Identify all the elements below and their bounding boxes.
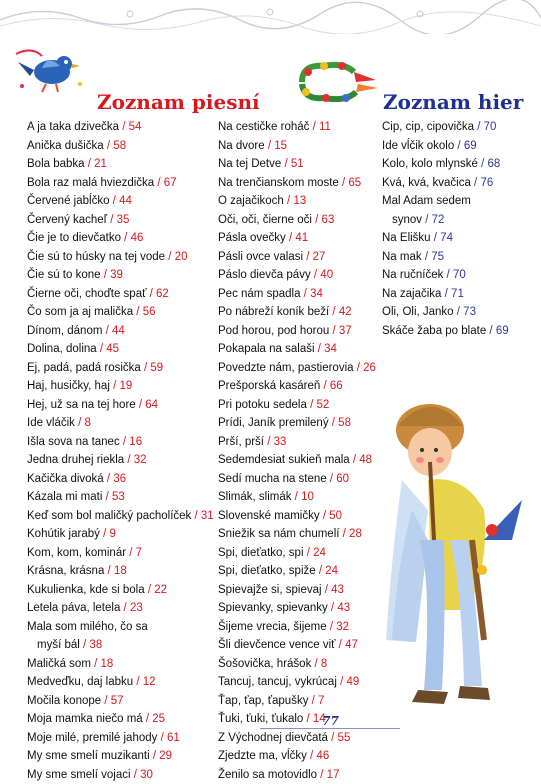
entry-title: Slimák, slimák [218,491,291,503]
entry-page-number: / 69 [454,140,476,152]
entry-title: Na cestičke roháč [218,121,309,133]
entry-title: Moja mamka niečo má [27,713,143,725]
entry-title: Slovenské mamičky [218,510,320,522]
entry-title: Zjedzte ma, vĺčky [218,750,307,762]
entry-page-number: / 15 [265,140,287,152]
child-with-whistle-illustration [372,390,534,720]
song-list-item [27,377,214,396]
entry-title: Kačička divoká [27,473,104,485]
entry-page-number: / 75 [422,251,444,263]
song-list-item [27,340,214,359]
entry-page-number: / 46 [121,232,143,244]
footer-rule [260,728,400,729]
entry-title: Moje milé, premilé jahody [27,732,157,744]
entry-page-number: / 32 [124,454,146,466]
song-list-item [218,655,376,674]
entry-page-number: / 20 [165,251,187,263]
page-number-footer [0,712,541,730]
song-list-item [218,488,376,507]
entry-title: Maličká som [27,658,91,670]
entry-page-number: / 26 [354,362,376,374]
entry-title: Jedna druhej riekla [27,454,124,466]
entry-title: Krásna, krásna [27,565,104,577]
entry-title: Cip, cip, cipovička [382,121,474,133]
song-list-item [218,340,376,359]
entry-page-number: / 51 [281,158,303,170]
entry-title: Pri potoku sedela [218,399,307,411]
entry-page-number: / 8 [75,417,91,429]
entry-page-number: / 52 [307,399,329,411]
entry-page-number: / 46 [307,750,329,762]
song-list-item [218,562,376,581]
entry-title: Prídi, Janík premilený [218,417,329,429]
song-list-item [218,211,376,230]
entry-page-number: / 71 [441,288,463,300]
entry-title: Na Elišku [382,232,431,244]
entry-title: Kázala mi mati [27,491,102,503]
entry-title: Kukulienka, kde si bola [27,584,145,596]
song-list-item [27,396,214,415]
song-list-item [27,229,214,248]
entry-title: myší bál [37,639,80,651]
entry-page-number: / 36 [104,473,126,485]
entry-title: Čie je to dievčatko [27,232,121,244]
entry-title: Keď som bol maličký pacholíček [27,510,191,522]
entry-title: Spievajže si, spievaj [218,584,322,596]
entry-page-number: / 7 [126,547,142,559]
entry-page-number: / 33 [264,436,286,448]
entry-page-number: / 31 [191,510,213,522]
song-list-item [218,599,376,618]
entry-title: Ťuki, ťuki, ťukalo [218,713,303,725]
song-list-item [218,581,376,600]
game-list-item [382,137,509,156]
entry-page-number: / 21 [85,158,107,170]
song-list-item [27,322,214,341]
entry-title: Ide vláčik [27,417,75,429]
entry-page-number: / 43 [328,602,350,614]
entry-title: Pásla ovečky [218,232,286,244]
entry-title: Kvá, kvá, kvačica [382,177,471,189]
entry-title: Anička dušička [27,140,104,152]
song-list-item [218,174,376,193]
game-list-item [382,303,509,322]
entry-page-number: / 54 [119,121,141,133]
song-list-item [218,451,376,470]
entry-title: Letela páva, letela [27,602,120,614]
entry-title: Pásli ovce valasi [218,251,303,263]
entry-page-number: / 67 [154,177,176,189]
entry-page-number: / 9 [100,528,116,540]
song-list-item [27,618,214,637]
song-list-item [218,692,376,711]
entry-page-number: / 50 [320,510,342,522]
entry-page-number: / 47 [335,639,357,651]
entry-title: Mal Adam sedem [382,195,471,207]
entry-page-number: / 39 [101,269,123,281]
page-number: 77 [322,714,339,728]
entry-title: Tancuj, tancuj, vykrúcaj [218,676,337,688]
song-list-item [27,729,214,748]
entry-title: Z Východnej dievčatá [218,732,328,744]
entry-page-number: / 18 [91,658,113,670]
entry-page-number: / 58 [329,417,351,429]
entry-title: Haj, husičky, haj [27,380,110,392]
entry-title: Pec nám spadla [218,288,300,300]
song-list-item [27,248,214,267]
song-list-item [27,266,214,285]
entry-page-number: / 57 [101,695,123,707]
entry-title: Močila konope [27,695,101,707]
song-list-item [218,155,376,174]
entry-title: Pokapala na salaši [218,343,315,355]
song-list-item [27,155,214,174]
song-list-item [27,488,214,507]
song-list-item [218,766,376,784]
entry-page-number: / 10 [291,491,313,503]
entry-title: Prešporská kasáreň [218,380,320,392]
entry-title: Šli dievčence vence viť [218,639,335,651]
entry-title: Páslo dievča pávy [218,269,311,281]
entry-page-number: / 12 [133,676,155,688]
song-list-item [218,322,376,341]
song-list-item [218,248,376,267]
song-list-item [27,433,214,452]
games-heading: Zoznam hier [383,90,523,114]
entry-page-number: / 24 [316,565,338,577]
entry-title: Na mak [382,251,422,263]
song-list-column-1 [27,118,214,784]
entry-page-number: / 53 [102,491,124,503]
game-list-item [382,174,509,193]
song-list-item [218,433,376,452]
entry-page-number: / 22 [145,584,167,596]
entry-page-number: / 73 [454,306,476,318]
entry-title: Ide vĺčik okolo [382,140,454,152]
entry-page-number: / 40 [311,269,333,281]
entry-title: Bola babka [27,158,85,170]
song-list-item [218,747,376,766]
entry-page-number: / 32 [327,621,349,633]
entry-page-number: / 65 [339,177,361,189]
song-list-item [218,285,376,304]
entry-title: My sme smelí vojaci [27,769,131,781]
entry-title: My sme smelí muzikanti [27,750,150,762]
entry-page-number: / 66 [320,380,342,392]
entry-title: Sniežik sa nám chumelí [218,528,339,540]
entry-title: Čo som ja aj malička [27,306,133,318]
entry-page-number: / 37 [329,325,351,337]
song-list-item [27,747,214,766]
entry-page-number: / 60 [327,473,349,485]
entry-title: Oči, oči, čierne oči [218,214,312,226]
game-list-item [382,211,509,230]
entry-page-number: / 58 [104,140,126,152]
entry-title: Medveďku, daj labku [27,676,133,688]
song-list-item [27,211,214,230]
entry-title: Ej, padá, padá rosička [27,362,141,374]
bird-illustration [12,40,92,100]
entry-page-number: / 42 [329,306,351,318]
song-list-item [218,266,376,285]
entry-page-number: / 43 [322,584,344,596]
song-list-item [27,174,214,193]
entry-title: Ťap, ťap, ťapušky [218,695,308,707]
song-list-item [27,599,214,618]
game-list-item [382,322,509,341]
entry-title: Spi, dieťatko, spi [218,547,304,559]
entry-title: Na dvore [218,140,265,152]
entry-page-number: / 45 [97,343,119,355]
entry-title: Čierne oči, choďte spať [27,288,146,300]
entry-title: Skáče žaba po blate [382,325,486,337]
entry-title: Červený kacheľ [27,214,107,226]
game-list-item [382,285,509,304]
entry-page-number: / 18 [104,565,126,577]
song-list-item [218,729,376,748]
song-list-item [27,414,214,433]
game-list-item [382,266,509,285]
entry-page-number: / 29 [150,750,172,762]
song-list-item [218,192,376,211]
song-list-item [218,118,376,137]
song-list-item [27,507,214,526]
entry-title: Kolo, kolo mlynské [382,158,478,170]
song-list-item [27,285,214,304]
entry-page-number: / 28 [339,528,361,540]
song-list-item [218,525,376,544]
song-list-item [27,673,214,692]
entry-page-number: / 24 [304,547,326,559]
entry-page-number: / 19 [110,380,132,392]
flower-wreath-illustration [294,58,380,106]
entry-page-number: / 38 [80,639,102,651]
entry-title: Červené jabĺčko [27,195,109,207]
song-list-item [27,118,214,137]
entry-title: O zajačikoch [218,195,284,207]
entry-page-number: / 68 [478,158,500,170]
entry-title: Na tej Detve [218,158,281,170]
entry-page-number: / 62 [146,288,168,300]
entry-title: Sedí mucha na stene [218,473,327,485]
entry-page-number: / 55 [328,732,350,744]
entry-page-number: / 11 [309,121,331,133]
entry-title: synov [392,214,422,226]
entry-page-number: / 64 [136,399,158,411]
game-list-item [382,155,509,174]
song-list-item [218,396,376,415]
song-list-item [27,655,214,674]
entry-page-number: / 27 [303,251,325,263]
song-list-item [27,359,214,378]
game-list-item [382,248,509,267]
entry-page-number: / 30 [131,769,153,781]
entry-page-number: / 7 [308,695,324,707]
song-list-item [218,636,376,655]
song-list-column-2 [218,118,376,784]
entry-title: Prší, prší [218,436,264,448]
entry-page-number: / 23 [120,602,142,614]
song-list-item [218,137,376,156]
song-list-item [218,470,376,489]
entry-page-number: / 48 [350,454,372,466]
entry-page-number: / 70 [443,269,465,281]
entry-page-number: / 61 [157,732,179,744]
entry-title: Po nábreží koník beží [218,306,329,318]
entry-title: A ja taka dzivečka [27,121,119,133]
game-list-item [382,192,509,211]
entry-page-number: / 56 [133,306,155,318]
entry-page-number: / 14 [303,713,325,725]
entry-title: Sedemdesiat sukieň mala [218,454,350,466]
song-list-item [27,303,214,322]
entry-page-number: / 49 [337,676,359,688]
entry-page-number: / 13 [284,195,306,207]
entry-title: Spievanky, spievanky [218,602,328,614]
game-list-item [382,118,509,137]
entry-page-number: / 35 [107,214,129,226]
entry-page-number: / 16 [120,436,142,448]
entry-title: Čie sú to húsky na tej vode [27,251,165,263]
entry-page-number: / 59 [141,362,163,374]
entry-page-number: / 76 [471,177,493,189]
song-list-item [27,525,214,544]
entry-page-number: / 25 [143,713,165,725]
entry-title: Hej, už sa na tej hore [27,399,136,411]
entry-title: Oli, Oli, Janko [382,306,454,318]
song-list-item [27,636,214,655]
entry-title: Šošovička, hrášok [218,658,311,670]
entry-title: Šijeme vrecia, šijeme [218,621,327,633]
song-list-item [27,137,214,156]
decorative-top-border [0,0,541,34]
entry-page-number: / 44 [102,325,124,337]
entry-title: Išla sova na tanec [27,436,120,448]
song-list-item [27,562,214,581]
entry-title: Na ručníček [382,269,443,281]
entry-page-number: / 17 [317,769,339,781]
entry-page-number: / 74 [431,232,453,244]
entry-title: Dínom, dánom [27,325,102,337]
entry-title: Na trenčianskom moste [218,177,339,189]
song-list-item [218,618,376,637]
entry-title: Kom, kom, kominár [27,547,126,559]
entry-title: Mala som milého, čo sa [27,621,148,633]
song-list-item [27,581,214,600]
song-list-item [218,359,376,378]
song-list-item [27,544,214,563]
entry-title: Bola raz malá hviezdička [27,177,154,189]
entry-title: Dolina, dolina [27,343,97,355]
song-list-item [218,303,376,322]
entry-page-number: / 41 [286,232,308,244]
entry-page-number: / 8 [311,658,327,670]
song-list-item [218,414,376,433]
song-list-item [218,229,376,248]
songs-heading: Zoznam piesní [97,90,260,114]
entry-title: Pod horou, pod horou [218,325,329,337]
entry-title: Čie sú to kone [27,269,101,281]
entry-page-number: / 69 [486,325,508,337]
song-list-item [27,766,214,784]
game-list-item [382,229,509,248]
song-list-item [218,507,376,526]
entry-title: Ženilo sa motovidlo [218,769,317,781]
entry-title: Na zajačika [382,288,441,300]
entry-title: Povedzte nám, pastierovia [218,362,354,374]
song-list-item [218,377,376,396]
entry-page-number: / 70 [474,121,496,133]
entry-title: Spi, dieťatko, spiže [218,565,316,577]
song-list-item [27,470,214,489]
entry-page-number: / 63 [312,214,334,226]
entry-page-number: / 44 [109,195,131,207]
game-list [382,118,509,340]
entry-title: Kohútik jarabý [27,528,100,540]
entry-page-number: / 34 [300,288,322,300]
song-list-item [218,544,376,563]
entry-page-number: / 34 [315,343,337,355]
song-list-item [27,692,214,711]
song-list-item [27,451,214,470]
song-list-item [218,673,376,692]
entry-page-number: / 72 [422,214,444,226]
song-list-item [27,192,214,211]
